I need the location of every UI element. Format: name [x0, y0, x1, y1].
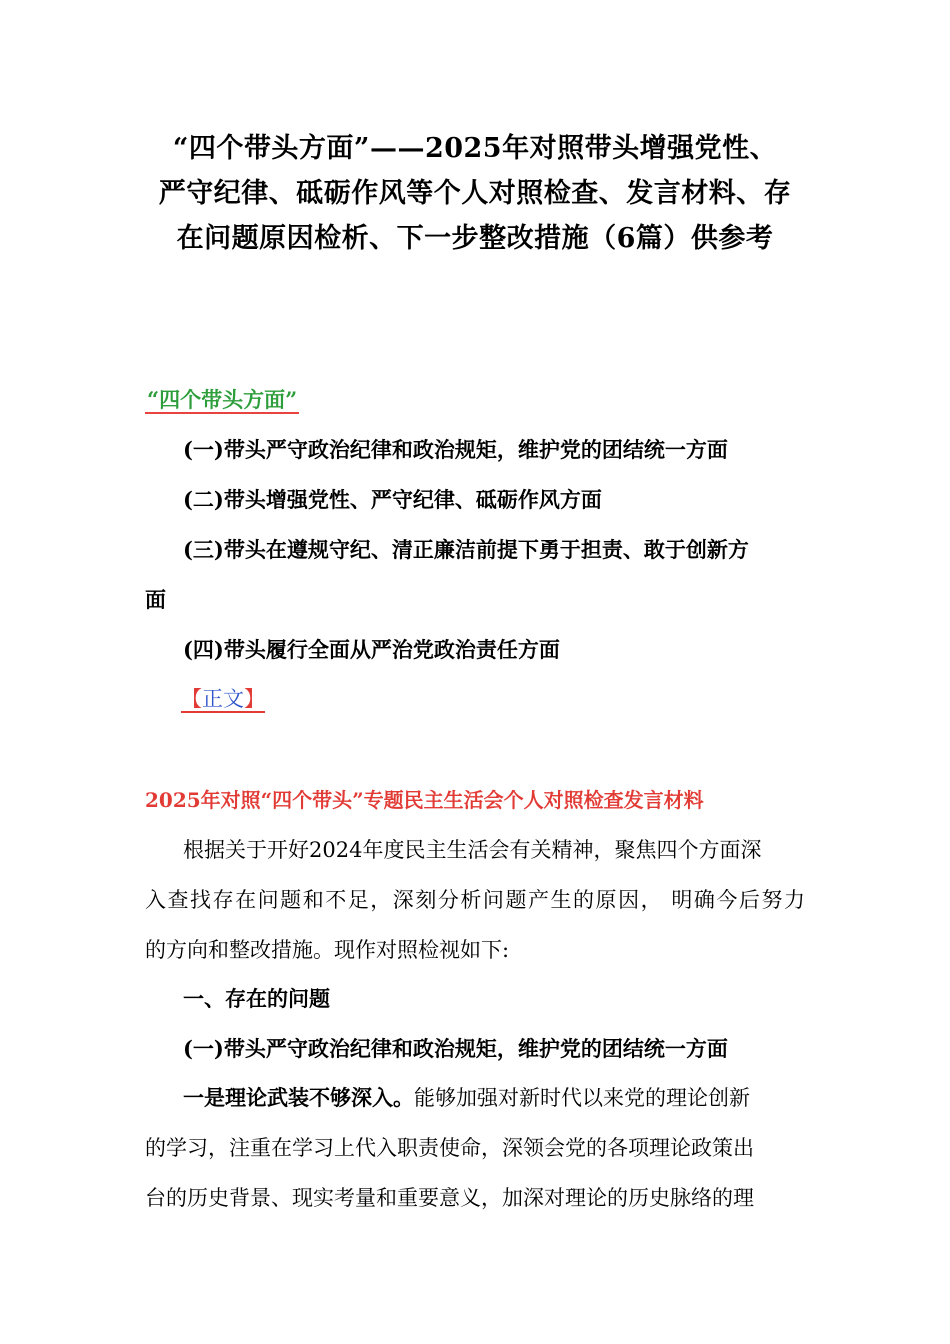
outline-item-3-cont: 面	[145, 587, 166, 612]
intro-line-1: 根据关于开好2024年度民主生活会有关精神，聚焦四个方面深	[183, 838, 762, 862]
point-1-line-2: 的学习，注重在学习上代入职责使命，深领会党的各项理论政策出	[145, 1136, 754, 1160]
document-title	[140, 126, 810, 261]
zhengwen-marker	[181, 685, 265, 713]
point-1-rest: 能够加强对新时代以来党的理论创新	[414, 1086, 750, 1110]
outline-item-2: (二)带头增强党性、严守纪律、砥砺作风方面	[183, 487, 602, 512]
intro-line-3: 的方向和整改措施。现作对照检视如下:	[145, 938, 510, 962]
zhengwen-label: 【正文】	[181, 687, 265, 711]
point-1-first-line	[183, 1084, 750, 1112]
section-1-heading: 一、存在的问题	[183, 986, 330, 1011]
outline-item-1: (一)带头严守政治纪律和政治规矩，维护党的团结统一方面	[183, 437, 728, 462]
point-1-lead: 一是理论武装不够深入。	[183, 1085, 414, 1110]
point-1-line-3: 台的历史背景、现实考量和重要意义，加深对理论的历史脉络的理	[145, 1186, 754, 1210]
title-line-3: 在问题原因检析、下一步整改措施（6篇）供参考	[176, 223, 774, 254]
outline-heading-row	[145, 386, 299, 414]
article-heading: 2025年对照“四个带头”专题民主生活会个人对照检查发言材料	[145, 788, 704, 812]
outline-heading: “四个带头方面”	[147, 387, 298, 412]
outline-item-3: (三)带头在遵规守纪、清正廉洁前提下勇于担责、敢于创新方	[183, 537, 749, 562]
intro-line-2: 入查找存在问题和不足，深刻分析问题产生的原因， 明确今后努力	[145, 888, 805, 912]
title-line-2: 严守纪律、砥砺作风等个人对照检查、发言材料、存	[158, 178, 792, 209]
subsection-1-heading: (一)带头严守政治纪律和政治规矩，维护党的团结统一方面	[183, 1036, 728, 1061]
title-line-1: “四个带头方面”——2025年对照带头增强党性、	[172, 133, 778, 164]
outline-item-4: (四)带头履行全面从严治党政治责任方面	[183, 637, 560, 662]
